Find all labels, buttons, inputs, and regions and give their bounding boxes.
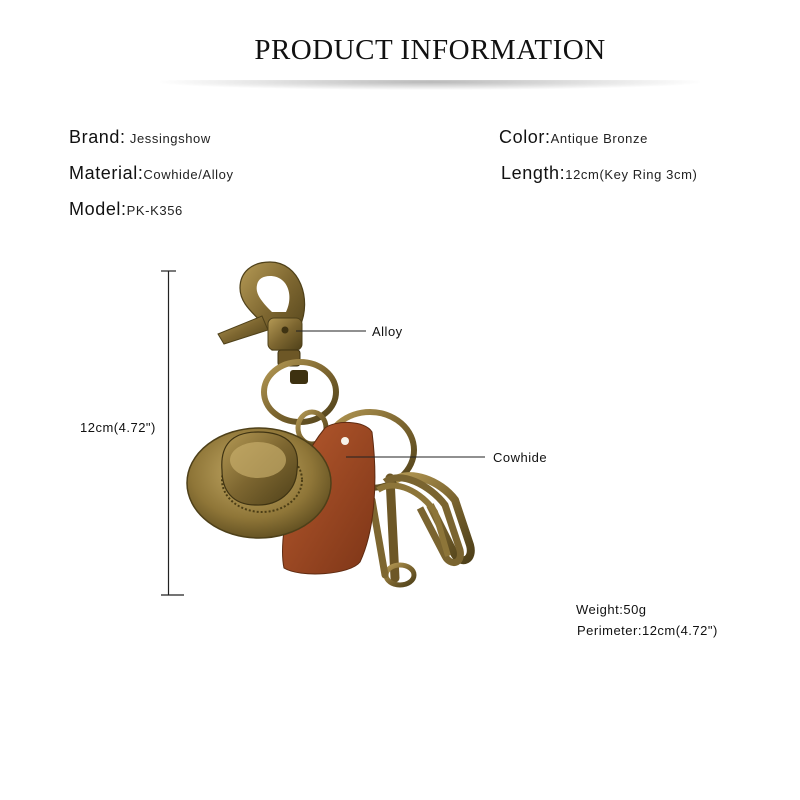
callout-alloy: Alloy [372,324,403,339]
spec-brand-label: Brand: [69,127,126,147]
weight-info: Weight:50g [576,602,647,617]
page-title: PRODUCT INFORMATION [254,34,606,66]
perimeter-info: Perimeter:12cm(4.72") [577,623,718,638]
spec-material-value: Cowhide/Alloy [143,167,234,182]
spec-color-value: Antique Bronze [550,131,648,146]
spec-length-value: 12cm(Key Ring 3cm) [565,167,698,182]
spec-color-label: Color: [499,127,551,147]
spec-model-label: Model: [69,199,127,219]
height-dimension-line [161,271,184,595]
spec-brand-value: Jessingshow [125,131,211,146]
callout-cowhide: Cowhide [493,450,548,465]
height-dimension-label: 12cm(4.72") [80,420,156,435]
tag-hole [341,437,349,445]
lobster-clasp [218,262,336,422]
spec-model-value: PK-K356 [126,203,183,218]
hat-charm [187,428,331,538]
spec-material-label: Material: [69,163,144,183]
spec-length-label: Length: [501,163,566,183]
